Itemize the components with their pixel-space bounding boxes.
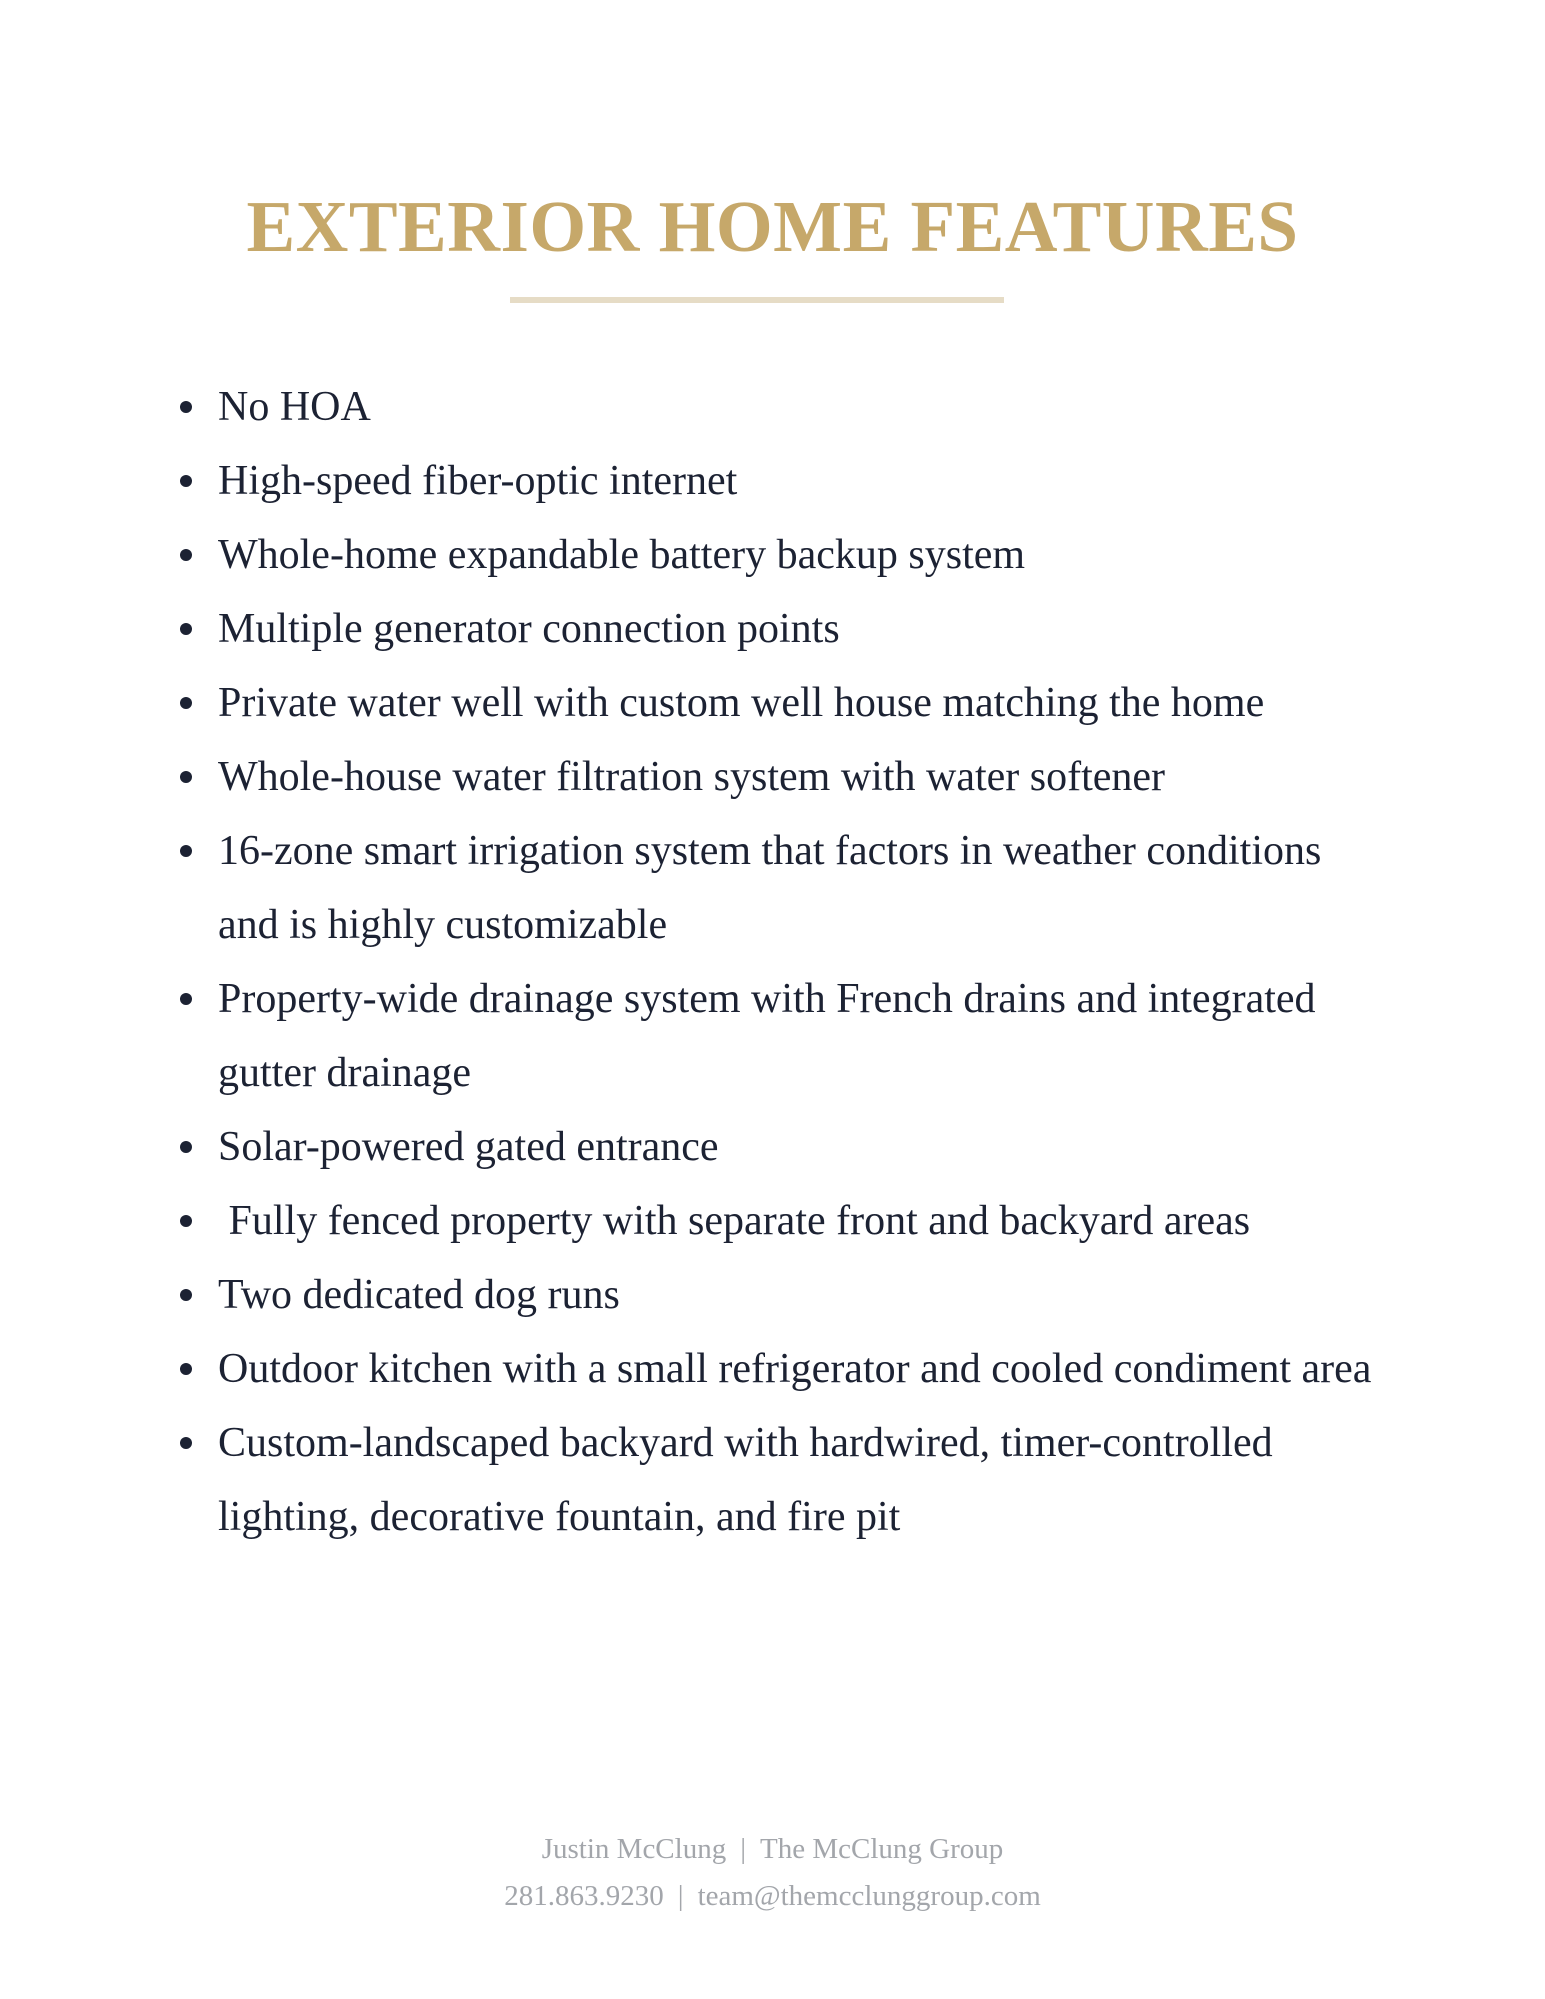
feature-text: Private water well with custom well house matching the home: [218, 680, 1265, 726]
list-item: [168, 1110, 1388, 1184]
bullet-icon: [180, 1363, 192, 1375]
footer-separator: |: [677, 1880, 684, 1912]
title-underline: [510, 297, 1004, 303]
bullet-icon: [180, 623, 192, 635]
list-item: [168, 444, 1388, 518]
feature-list: [168, 370, 1388, 1554]
list-item: [168, 1258, 1388, 1332]
list-item: [168, 814, 1388, 962]
feature-text: 16-zone smart irrigation system that factors in weather conditions and is highly customizable: [218, 828, 1322, 948]
page-title: EXTERIOR HOME FEATURES: [246, 186, 1299, 267]
list-item: [168, 962, 1388, 1110]
feature-text: Custom-landscaped backyard with hardwired, timer-controlled lighting, decorative fountain, and fire pit: [218, 1420, 1273, 1540]
feature-text: Fully fenced property with separate front and backyard areas: [218, 1198, 1251, 1244]
bullet-icon: [180, 993, 192, 1005]
company-name: The McClung Group: [760, 1833, 1004, 1865]
agent-name: Justin McClung: [541, 1833, 727, 1865]
footer-separator: |: [740, 1833, 747, 1865]
feature-text: Whole-home expandable battery backup system: [218, 532, 1026, 578]
bullet-icon: [180, 1215, 192, 1227]
feature-text: High-speed fiber-optic internet: [218, 458, 738, 504]
footer-details-line: [0, 1873, 1545, 1920]
feature-text: Property-wide drainage system with French drains and integrated gutter drainage: [218, 976, 1316, 1096]
list-item: [168, 592, 1388, 666]
list-item: [168, 666, 1388, 740]
feature-text: Two dedicated dog runs: [218, 1272, 620, 1318]
list-item: [168, 740, 1388, 814]
footer: [0, 1826, 1545, 1920]
bullet-icon: [180, 475, 192, 487]
bullet-icon: [180, 549, 192, 561]
bullet-icon: [180, 771, 192, 783]
feature-text: No HOA: [218, 384, 371, 430]
list-item: [168, 370, 1388, 444]
bullet-icon: [180, 845, 192, 857]
feature-text: Whole-house water filtration system with water softener: [218, 754, 1166, 800]
bullet-icon: [180, 697, 192, 709]
feature-text: Multiple generator connection points: [218, 606, 840, 652]
list-item: [168, 1332, 1388, 1406]
footer-contact-line: [0, 1826, 1545, 1873]
bullet-icon: [180, 1141, 192, 1153]
list-item: [168, 1184, 1388, 1258]
feature-text: Solar-powered gated entrance: [218, 1124, 719, 1170]
list-item: [168, 518, 1388, 592]
phone-number: 281.863.9230: [504, 1880, 664, 1912]
list-item: [168, 1406, 1388, 1554]
email-address: team@themcclunggroup.com: [697, 1880, 1041, 1912]
bullet-icon: [180, 1289, 192, 1301]
feature-text: Outdoor kitchen with a small refrigerator and cooled condiment area: [218, 1346, 1372, 1392]
bullet-icon: [180, 1437, 192, 1449]
bullet-icon: [180, 401, 192, 413]
